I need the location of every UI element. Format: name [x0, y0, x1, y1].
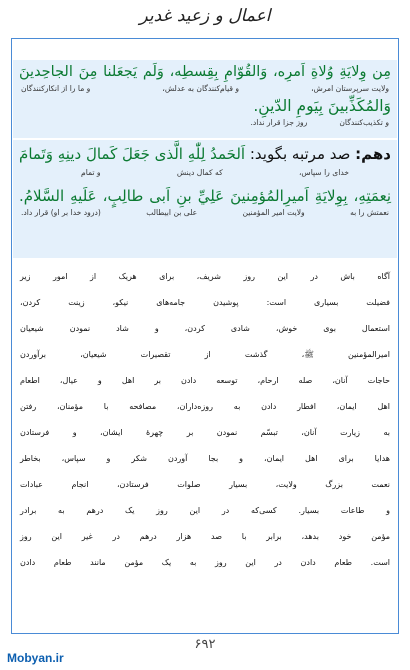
- arabic-passage-1: [13, 60, 397, 138]
- arabic-line: نِعمَتِهِ، بِوِلايَةِ اَميرِالمُؤمِنينَ عَلِيِّ بنِ اَبى طالِبٍ، عَلَيهِ السَّلامُ.: [19, 187, 391, 205]
- translation-segment: ولایت امیر المؤمنین: [242, 208, 305, 217]
- page-header-title: اعمال و زعید غدیر: [139, 6, 271, 26]
- body-line: استعمال بوی خوش، شادی کردن، و شاد نمودن شیعیان: [20, 324, 390, 333]
- body-line: حاجات آنان، صله ارحام، توسعه دادن بر اهل و عیال، اطعام: [20, 376, 390, 385]
- page-number: ۶۹۲: [194, 637, 216, 652]
- site-watermark: Mobyan.ir: [7, 651, 64, 665]
- translation-segment: و تکذیب‌کنندگان: [339, 118, 389, 127]
- dahom-instruction-text: صد مرتبه بگوید:: [249, 145, 351, 163]
- translation-segment: خدای را سپاس،: [298, 168, 349, 177]
- body-line: اهل ایمان، افطار دادن به روزه‌داران، مصافحه با مؤمنان، رفتن: [20, 402, 390, 411]
- arabic-line: وَالمُكَذِّبينَ بِيَومِ الدّينِ.: [253, 97, 391, 115]
- body-line: به زیارت آنان، تبسّم نمودن بر چهرهٔ ایشان، و فرستادن: [20, 428, 390, 437]
- translation-segment: نعمتش را به: [350, 208, 389, 217]
- translation-line: [19, 208, 391, 218]
- arabic-line: اَلحَمدُ لِلّٰهِ الَّذى جَعَلَ كَمالَ دينِهِ وَتَمامَ: [19, 145, 246, 163]
- translation-segment: روز جزا قرار نداد.: [250, 118, 308, 127]
- body-line: نعمت بزرگ ولایت، بسیار صلوات فرستادن، انجام عبادات: [20, 480, 390, 489]
- translation-segment: و ما را از انکارکنندگان: [21, 84, 91, 93]
- arabic-line: مِن وِلايَةِ وُلاةِ اَمرِه، وَالقُوّامِ بِقِسطِه، وَلَم يَجعَلنا مِنَ الجاحِدينَ: [19, 64, 391, 80]
- translation-segment: که کمال دینش: [176, 168, 223, 177]
- body-line: امیرالمؤمنین ﷺ، گذشت از تقصیرات شیعیان، برآوردن: [20, 350, 390, 359]
- body-line: هدایا برای اهل ایمان، و بجا آوردن شکر و سپاس، بخاطر: [20, 454, 390, 463]
- dahom-instruction: [13, 140, 397, 168]
- translation-line: [19, 84, 391, 94]
- translation-segment: علی بن ابیطالب: [146, 208, 198, 217]
- body-line: مؤمن خود بدهد، برابر با صد هزار درهم در غیر این روز: [20, 532, 390, 541]
- translation-line: [19, 168, 391, 178]
- body-paragraph: [20, 264, 390, 576]
- translation-line: [19, 118, 391, 128]
- body-line: فضیلت بسیاری است: پوشیدن جامه‌های نیکو، زینت کردن،: [20, 298, 390, 307]
- body-line: آگاه باش در این روز شریف، برای هریک از امور زیر: [20, 272, 390, 281]
- dahom-label: دهم:: [355, 145, 391, 163]
- body-line: و طاعات بسیار. کسی‌که در این روز یک درهم به برادر: [20, 506, 390, 515]
- translation-segment: و قیام‌کنندگان به عدلش،: [162, 84, 240, 93]
- body-line: است. طعام دادن در این روز به یک مؤمن مانند طعام دادن: [20, 558, 390, 567]
- translation-segment: ولایت سرپرستان امرش،: [311, 84, 389, 93]
- arabic-passage-2: [13, 168, 397, 258]
- translation-segment: (درود خدا بر او) قرار داد.: [21, 208, 101, 217]
- dahom-line: [19, 140, 391, 168]
- translation-segment: و تمام: [81, 168, 101, 177]
